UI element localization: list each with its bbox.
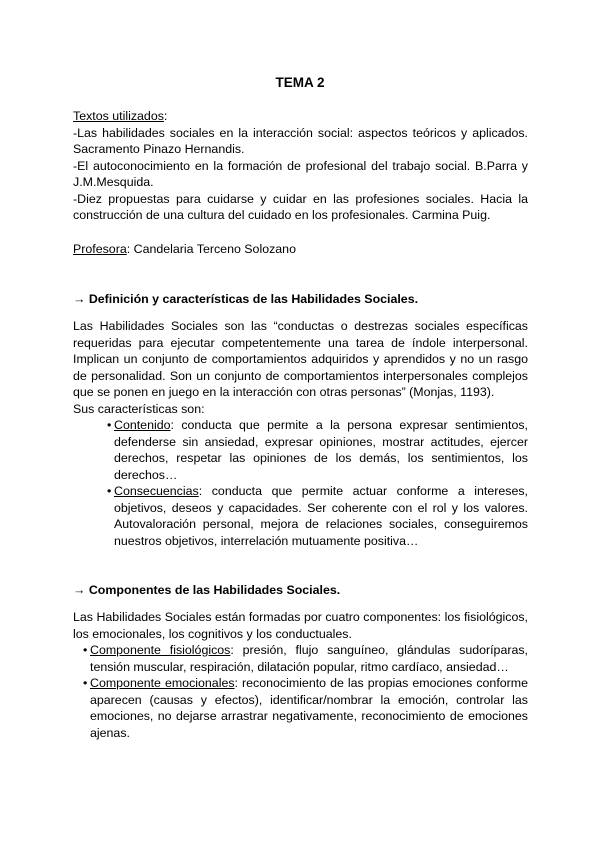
list-item (107, 417, 528, 483)
page-title: TEMA 2 (275, 75, 325, 90)
section1-heading (73, 291, 528, 308)
bullet-icon: • (107, 418, 112, 432)
professor-label: Profesora (73, 242, 127, 256)
item-text: : presión, flujo sanguíneo, glándulas sudoríparas, tensión muscular, respiración, dilatación popular, ritmo cardíaco, ansiedad… (90, 643, 528, 674)
section2-heading (73, 582, 528, 599)
arrow-right-icon: → (73, 583, 86, 597)
section2-paragraph: Las Habilidades Sociales están formadas por cuatro componentes: los fisiológicos, los emocionales, los cognitivos y los conductuales. (73, 610, 528, 641)
section1-body (73, 318, 528, 549)
source-item-3: -Diez propuestas para cuidarse y cuidar en las profesiones sociales. Hacia la construcción de una cultura del cuidado en los profesionales. Carmina Puig. (73, 191, 528, 222)
sources-label: Textos utilizados (73, 109, 164, 123)
item-text: : reconocimiento de las propias emociones conforme aparecen (causas y efectos), identificar/nombrar la emoción, controlar las emociones, no dejarse arrastrar negativamente, reconocimiento de emociones ajenas. (90, 676, 528, 740)
sources-block: Textos utilizados: -Las habilidades sociales en la interacción social: aspectos teóricos y aplicados. Sacramento Pinazo Hernandis. -El autoconocimiento en la formación de profesional del trabajo social. B.Parra y J.M.Mesquida. -Diez propuestas para cuidarse y cuidar en las profesiones sociales. Hacia la construcción de una cultura del cuidado en los profesionales. Carmina Puig. (73, 109, 528, 222)
section1-heading-text: Definición y características de las Habilidades Sociales. (88, 292, 419, 306)
source-item-1: -Las habilidades sociales en la interacción social: aspectos teóricos y aplicados. Sacramento Pinazo Hernandis. (73, 125, 528, 156)
list-item (107, 483, 528, 549)
item-label: Componente fisiológicos (90, 643, 231, 657)
list-item (83, 642, 528, 675)
source-item-2: -El autoconocimiento en la formación de profesional del trabajo social. B.Parra y J.M.Mesquida. (73, 158, 528, 189)
section1-paragraph: Las Habilidades Sociales son las “conductas o destrezas sociales específicas requeridas para ejecutar competentemente una tarea de índole interpersonal. Implican un conjunto de comportamientos adquiridos y aprendidos y no un rasgo de personalidad. Son un conjunto de comportamientos interpersonales complejos que se ponen en juego en la interacción con otras personas” (Monjas, 1193). (73, 319, 528, 399)
bullet-icon: • (83, 676, 88, 690)
professor-line: Profesora: Candelaria Terceno Solozano (73, 242, 296, 256)
section2-body (73, 609, 528, 741)
professor-name: Candelaria Terceno Solozano (133, 242, 296, 256)
item-text: : conducta que permite a la persona expresar sentimientos, defenderse sin ansiedad, expresar opiniones, mostrar actitudes, ejercer derechos, respetar las opiniones de los demás, los sentimientos, los derechos… (114, 418, 528, 482)
list-item (83, 675, 528, 741)
section2-heading-text: Componentes de las Habilidades Sociales. (88, 583, 341, 597)
bullet-icon: • (83, 643, 88, 657)
item-label: Componente emocionales (90, 676, 235, 690)
item-label: Consecuencias (114, 484, 199, 498)
item-label: Contenido (114, 418, 171, 432)
item-text: : conducta que permite actuar conforme a intereses, objetivos, deseos y capacidades. Ser coherente con el rol y los valores. Autovaloración personal, mejora de relaciones sociales, conseguiremos nuestros objetivos, interrelación mutuamente positiva… (114, 484, 528, 548)
bullet-icon: • (107, 484, 112, 498)
arrow-right-icon: → (73, 292, 86, 306)
section1-list-intro: Sus características son: (73, 401, 205, 416)
